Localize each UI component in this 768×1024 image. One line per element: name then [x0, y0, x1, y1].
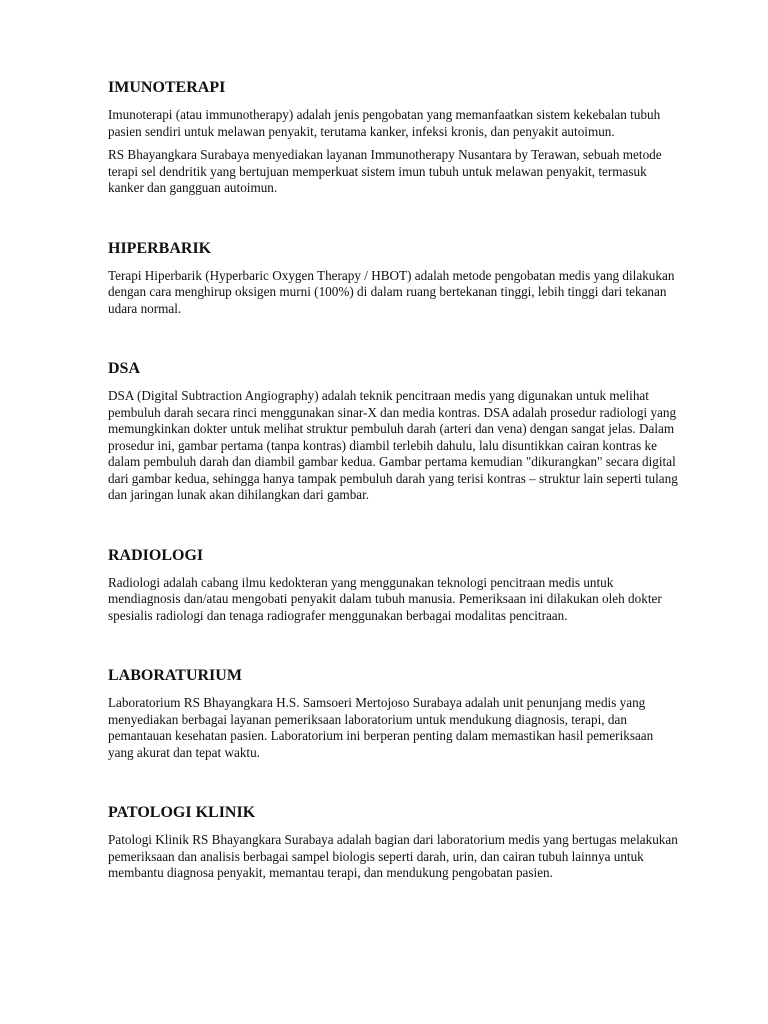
section-heading: HIPERBARIK — [108, 239, 212, 257]
section-patologi-klinik — [108, 803, 680, 882]
section-paragraph: Terapi Hiperbarik (Hyperbaric Oxygen Therapy / HBOT) adalah metode pengobatan medis yang dilakukan dengan cara menghirup oksigen murni (100%) di dalam ruang bertekanan tinggi, lebih tinggi dari tekanan udara normal. — [108, 267, 675, 316]
section-heading: IMUNOTERAPI — [108, 79, 226, 96]
section-heading: RADIOLOGI — [108, 546, 204, 564]
section-laboraturium — [108, 666, 680, 761]
section-imunoterapi — [108, 78, 680, 197]
section-paragraph: Laboratorium RS Bhayangkara H.S. Samsoeri Mertojoso Surabaya adalah unit penunjang medis yang menyediakan berbagai layanan pemeriksaan laboratorium untuk mendukung diagnosis, terapi, dan pemantauan kesehatan pasien. Laboratorium ini berperan penting dalam memastikan hasil pemeriksaan yang akurat dan tepat waktu. — [108, 695, 654, 760]
section-paragraph: RS Bhayangkara Surabaya menyediakan layanan Immunotherapy Nusantara by Terawan, sebuah metode terapi sel dendritik yang bertujuan memperkuat sistem imun tubuh untuk melawan penyakit, termasuk kanker dan gangguan autoimun. — [108, 147, 662, 195]
section-paragraph: Patologi Klinik RS Bhayangkara Surabaya adalah bagian dari laboratorium medis yang bertugas melakukan pemeriksaan dan analisis berbagai sampel biologis seperti darah, urin, dan cairan tubuh lainnya untuk membantu diagnosa penyakit, memantau terapi, dan mendukung pengobatan pasien. — [108, 832, 678, 880]
section-paragraph: DSA (Digital Subtraction Angiography) adalah teknik pencitraan medis yang digunakan untuk melihat pembuluh darah secara rinci menggunakan sinar-X dan media kontras. DSA adalah prosedur radiologi yang memungkinkan dokter untuk melihat struktur pembuluh darah (arteri dan vena) dengan sangat jelas. Dalam prosedur ini, gambar pertama (tanpa kontras) diambil terlebih dahulu, lalu disuntikkan cairan kontras ke dalam pembuluh darah dan diambil gambar kedua. Gambar pertama kemudian "dikurangkan" secara digital dari gambar kedua, sehingga hanya tampak pembuluh darah yang terisi kontras – struktur lain seperti tulang dan jaringan lunak akan dihilangkan dari gambar. — [108, 388, 678, 502]
section-heading: DSA — [108, 360, 141, 377]
section-dsa — [108, 359, 680, 504]
section-heading: LABORATURIUM — [108, 667, 242, 684]
section-paragraph: Imunoterapi (atau immunotherapy) adalah jenis pengobatan yang memanfaatkan sistem kekebalan tubuh pasien sendiri untuk melawan penyakit, terutama kanker, infeksi kronis, dan penyakit autoimun. — [108, 107, 661, 139]
section-hiperbarik — [108, 239, 680, 318]
section-heading: PATOLOGI KLINIK — [108, 804, 256, 821]
section-paragraph: Radiologi adalah cabang ilmu kedokteran yang menggunakan teknologi pencitraan medis untuk mendiagnosis dan/atau mengobati penyakit dalam tubuh manusia. Pemeriksaan ini dilakukan oleh dokter spesialis radiologi dan tenaga radiografer menggunakan berbagai modalitas pencitraan. — [108, 574, 662, 623]
section-radiologi — [108, 546, 680, 625]
